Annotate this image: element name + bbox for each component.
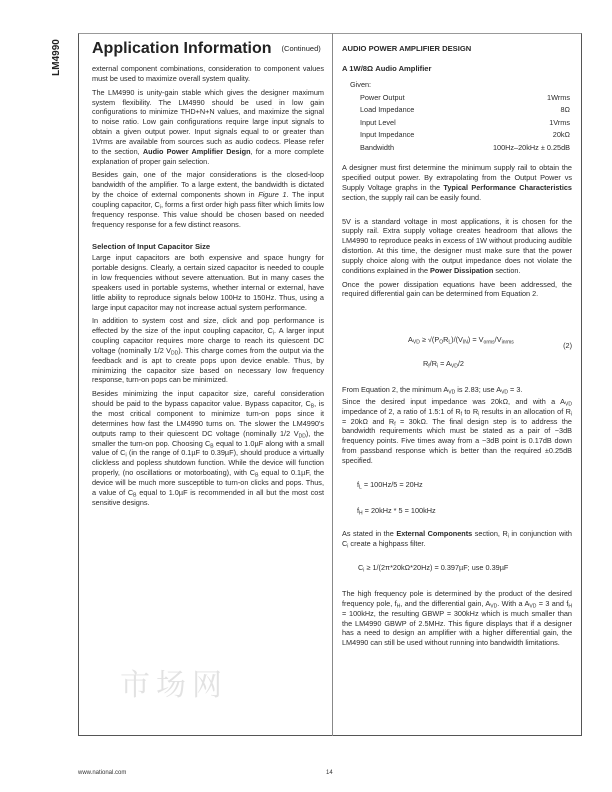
column-divider [332,33,333,736]
subscript: VD [448,389,456,396]
text-run: = 3 and f [536,598,569,608]
left-paragraph-3 [92,170,324,229]
page-number: 14 [326,770,333,776]
subscript: VD [450,363,458,370]
text-run: create a highpass filter. [348,539,426,549]
text-run: A designer must first determine the minimum supply rail to obtain the specified output power. By extrapolating from the Output Power vs Supply Voltage graphs in the [342,163,572,192]
subscript: B [210,443,214,450]
text-run: = 3. [508,385,523,394]
text-run: section, the supply rail can be easily found. [342,192,482,202]
section-heading-input-capacitor: Selection of Input Capacitor Size [92,241,211,251]
subscript: VD [529,603,537,610]
text-run: ≥ √(P [419,335,440,345]
side-part-label: LM4990 [50,39,62,76]
text-run: = 20kΩ and R [342,416,395,426]
text-run: to R [462,406,479,416]
subscript: O [439,339,444,346]
text-run: is 2.83; use A [455,385,502,394]
text-run: 5V is a standard voltage in most applications, it is chosen for the supply rail. Extra supply voltage creates headroom that allows the LM4990 to reproduce peaks in excess of 1W without producing audible distortion. At this time, the designer must make sure that the power supply choice along with the output impedance does not violate the conditions explained in the [342,216,572,275]
watermark: 市场网 [120,668,228,703]
text-run: equal to 0.1µF, the device will be much more susceptible to turn-on clicks and pops. Thus, a value of C [92,468,325,497]
text-run: (in the range of 0.1µF to 0.39µF), should produce a virtually clickless and popless shutdown function. While the device will function properly, (no oscillations or motorboating), with C [92,448,324,478]
text-run: , and the differential gain, A [400,598,491,608]
text-run: The LM4990 is unity-gain stable which gives the designer maximum system flexibility. The LM4990 should be used in low gain configurations to minimize THD+N+N values, and maximize the signal to noise ratio. Low gain configurations require large input signals to obtain a given output power. Input signals equal to or greater than 1Vrms are available from sources such as audio codecs. Please refer to the section, [92,87,324,156]
subscript: VD [501,389,509,396]
subscript: B [310,403,315,410]
text-run: , for a more complete explanation of proper gain selection. [92,146,324,166]
text-run: R [423,359,429,369]
text-run: Once the power dissipation equations have been addressed, the required differential gain can be determined from Equation 2. [342,279,572,299]
given-row [342,93,572,106]
text-run: section, R [472,529,508,539]
left-column [92,60,324,507]
equation-2-row [342,335,572,351]
right-column [342,44,572,648]
text-run: ≥ 1/(2π*20kΩ*20Hz) = 0.397µF; use 0.39µF [364,563,509,573]
subscript: VD [412,339,420,346]
text-run: = A [438,359,451,369]
left-paragraph-6 [92,389,324,507]
subscript: i [272,330,274,337]
text-run: equal to 1.0µF along with a small value of C [92,438,324,458]
bold-reference: Power Dissipation [430,265,494,275]
text-run: ), the smaller the turn-on pop. Choosing C [92,428,324,448]
text-run: . With a A [497,598,530,608]
text-run: /V [494,335,502,345]
given-row-label: Input Level [360,117,396,127]
text-run: As stated in the [342,529,397,539]
equation-2 [408,335,514,345]
text-run: impedance of 2, a ratio of 1.5:1 of R [342,406,461,416]
text-run: . The input coupling capacitor, C [92,190,324,209]
right-paragraph-4 [342,385,572,395]
text-run: f [357,479,360,489]
given-row-label: Power Output [360,92,405,102]
subscript: DD [298,433,306,440]
right-paragraph-6 [342,529,572,549]
given-row [342,130,572,143]
gain-ratio-equation [423,359,572,369]
left-paragraph-5 [92,316,324,385]
subheading-1w-amp: A 1W/8Ω Audio Amplifier [342,63,432,73]
text-run: in conjunction with C [342,529,572,549]
text-run: Large input capacitors are both expensive and space hungry for portable designs. Clearly, a certain sized capacitor is needed to couple in low frequencies without severe attenuation. But in many cases the speakers used in portable systems, whether internal or external, have little ability to reproduce signals below 100Hz to 150Hz. Thus, using a large input capacitor may not increase actual system performance. [92,253,324,312]
text-run: = 20kHz * 5 = 100kHz [362,505,436,515]
subscript: H [396,603,401,610]
text-run: external component combinations, consideration to component values must be used to maximize overall system quality. [92,64,324,83]
text-run: = 30kΩ. The final design step is to address the bandwidth requirements which must be stated as a pair of −3dB frequency points. Five times away from a −3dB point is 0.17dB down from passband response which is better than the required ±0.25dB specified. [342,416,572,465]
text-run: results in an allocation of R [479,406,571,416]
text-run: C [358,563,364,573]
subscript: i [507,533,509,540]
given-specs [342,80,572,156]
text-run: Besides gain, one of the major considerations is the closed-loop bandwidth of the amplifier. To a large extent, the bandwidth is dictated by the choice of external components shown in [92,170,324,200]
subscript: H [568,603,572,610]
text-run: . A larger input coupling capacitor requires more charge to reach its quiescent DC voltage (nominally 1/2 V [92,326,324,355]
text-run: f [357,505,360,515]
given-row [342,105,572,118]
left-paragraph-2 [92,88,324,167]
high-freq-equation [357,506,572,516]
text-run: equal to 1.0µF is recommended in all but the most cost sensitive designs. [92,487,324,507]
right-paragraph-3 [342,280,572,300]
input-capacitor-equation [358,563,572,573]
text-run: , is the most critical component to minimize turn-on pops since it determines how fast the LM4990 turns on. The slower the LM4990's outputs ramp to their quiescent DC voltage (nominally 1/2 V [92,399,325,438]
footer-url[interactable]: www.national.com [78,770,127,776]
text-run: Besides minimizing the input capacitor size, careful consideration should be paid to the bypass capacitor value. Bypass capacitor, C [92,389,324,409]
given-row-label: Input Impedance [360,130,415,140]
given-row-label: Load Impedance [360,105,415,115]
subscript: L [448,339,452,346]
right-paragraph-2 [342,217,572,276]
text-run: , forms a first order high pass filter which limits low frequency response. This value should be chosen based on needed frequency response for a few distinct reasons. [92,199,324,229]
subscript: i [478,411,480,418]
right-paragraph-7 [342,589,572,648]
subscript: i [570,411,572,418]
text-run: In addition to system cost and size, click and pop performance is effected by the size of the input coupling capacitor, C [92,316,324,336]
subscript: B [133,492,137,499]
text-run: ) = V [467,335,484,345]
bold-reference: Typical Performance Characteristics [443,182,572,192]
given-row [342,118,572,131]
text-run: From Equation 2, the minimum A [342,385,449,394]
text-run: ). This charge comes from the output via the feedback and is apt to create pops upon device enable. Thus, by minimizing the capacitor size based on necessary low frequency response, turn-on pops can be minimized. [92,345,324,385]
subscript: i [363,567,365,574]
subscript: VD [490,603,498,610]
text-run: = 100Hz/5 = 20Hz [361,479,423,489]
left-paragraph-1 [92,64,324,84]
text-run: section. [493,265,521,275]
subscript: f [428,363,430,370]
text-run: A [408,335,413,345]
subscript: L [359,484,362,491]
subscript: VD [565,401,572,408]
subscript: i [347,543,349,550]
text-run: /R [429,359,437,369]
low-freq-equation [357,480,572,490]
text-run: The high frequency pole is determined by the product of the desired frequency pole, f [342,588,572,608]
given-row [342,143,572,156]
bold-reference: External Components [396,529,473,539]
subscript: H [359,510,363,517]
subscript: i [436,363,439,370]
right-paragraph-5 [342,397,572,466]
title-note: (Continued) [281,44,321,53]
page-title: Application Information (Continued) [92,40,321,57]
subscript: IN [462,339,468,346]
subscript: B [255,472,259,479]
text-run: Since the desired input impedance was 20kΩ, and with a A [342,396,566,406]
equation-number: (2) [563,341,572,351]
subscript: DD [171,350,179,357]
subscript: f [394,421,396,428]
given-label: Given: [350,79,372,89]
given-row-value: 1Vrms [549,117,570,127]
subscript: inrms [501,339,514,346]
given-row-value: 100Hz–20kHz ± 0.25dB [492,142,570,152]
left-paragraph-4 [92,253,324,312]
given-row-value: 8Ω [560,105,570,115]
given-row-value: 1Wrms [547,92,570,102]
text-run: )/(V [451,335,463,345]
subscript: orms [483,339,495,346]
subscript: i [159,204,161,211]
text-run: = 100kHz, the resulting GBWP = 300kHz which is much smaller than the LM4990 GBWP of 2.5MHz. This figure displays that if a designer has a need to design an amplifier with a higher differential gain, the LM4990 can still be used without running into bandwidth limitations. [342,608,572,648]
text-run: /2 [457,359,464,369]
text-run: R [443,335,449,345]
given-row-value: 20kΩ [552,130,570,140]
subscript: f [460,411,463,418]
bold-reference: Audio Power Amplifier Design [142,146,251,156]
subscript: i [125,452,127,459]
italic-reference: Figure 1 [258,190,287,200]
given-row-label: Bandwidth [360,142,395,152]
section-heading-amp-design: AUDIO POWER AMPLIFIER DESIGN [342,44,472,53]
right-paragraph-1 [342,163,572,202]
